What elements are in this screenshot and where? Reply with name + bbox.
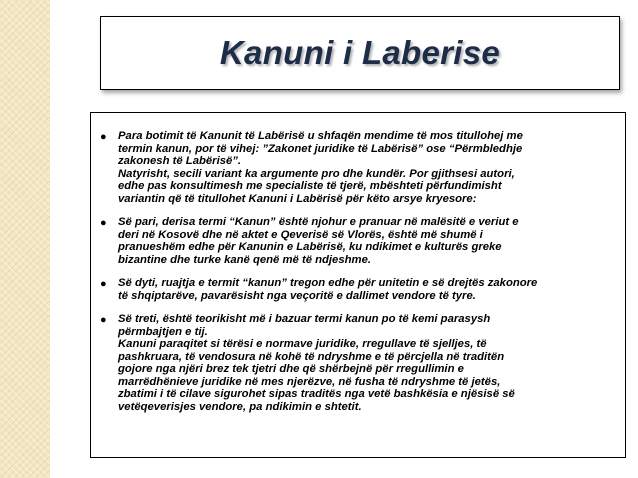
text-line: Kanuni paraqitet si tërësi e normave juridike, rregullave të sjelljes, të	[118, 338, 487, 350]
text-line: Para botimit të Kanunit të Labërisë u shfaqën mendime të mos titullohej me	[118, 130, 523, 142]
text-line: variantin që të titullohet Kanuni i Labërisë për këto arsye kryesore:	[118, 192, 477, 205]
bullet-item	[100, 313, 617, 413]
text-line: Së treti, është teorikisht më i bazuar termi kanun po të kemi parasysh	[118, 313, 491, 325]
text-line: përmbajtjen e tij.	[118, 325, 208, 338]
text-line: vetëqeverisjes vendore, pa ndikimin e shtetit.	[118, 400, 362, 413]
bullet-text	[118, 277, 537, 302]
bullet-dot-icon: ●	[100, 217, 107, 229]
text-line: edhe pas konsultimesh me specialiste të tjerë, mbështeti përfundimisht	[118, 180, 502, 192]
text-line: pashkruara, të vendosura në kohë të ndryshme e të përcjella në traditën	[118, 350, 505, 363]
decorative-stripe	[0, 0, 50, 478]
bullet-item	[100, 277, 617, 302]
bullet-dot-icon: ●	[100, 131, 107, 143]
text-line: deri në Kosovë dhe në aktet e Qeverisë së Vlorës, është më shumë i	[118, 228, 483, 241]
bullet-item	[100, 130, 617, 205]
bullet-text	[118, 130, 523, 205]
text-line: Së pari, derisa termi “Kanun” është njohur e pranuar në malësitë e veriut e	[118, 216, 519, 228]
text-line: Natyrisht, secili variant ka argumente pro dhe kundër. Por gjithsesi autori,	[118, 167, 515, 180]
bullet-text	[118, 313, 515, 413]
bullet-text	[118, 216, 519, 266]
title-box	[100, 16, 620, 90]
content-box	[90, 112, 626, 458]
bullet-item	[100, 216, 617, 266]
text-line: termin kanun, por të vihej: ”Zakonet juridike të Labërisë” ose “Përmbledhje	[118, 142, 523, 155]
bullet-dot-icon: ●	[100, 278, 107, 290]
text-line: zakonesh të Labërisë”.	[118, 155, 242, 167]
text-line: bizantine dhe turke kanë qenë më të ndjeshme.	[118, 253, 371, 266]
text-line: Së dyti, ruajtja e termit “kanun” tregon edhe për unitetin e së drejtës zakonore	[118, 277, 538, 289]
slide-title: Kanuni i Laberise	[219, 34, 501, 71]
text-line: pranueshëm edhe për Kanunin e Labërisë, ku ndikimet e kulturës greke	[118, 241, 502, 253]
text-line: marrëdhënieve juridike në mes njerëzve, në fusha të ndryshme të jetës,	[118, 375, 501, 388]
text-line: gojore nga njëri brez tek tjetri dhe që shërbejnë për rregullimin e	[118, 363, 464, 375]
text-line: të shqiptarëve, pavarësisht nga veçoritë e dallimet vendore të tyre.	[118, 289, 476, 302]
text-line: zbatimi i të cilave sigurohet sipas traditës nga vetë bashkësia e njësisë së	[118, 388, 515, 400]
bullet-dot-icon: ●	[100, 314, 107, 326]
